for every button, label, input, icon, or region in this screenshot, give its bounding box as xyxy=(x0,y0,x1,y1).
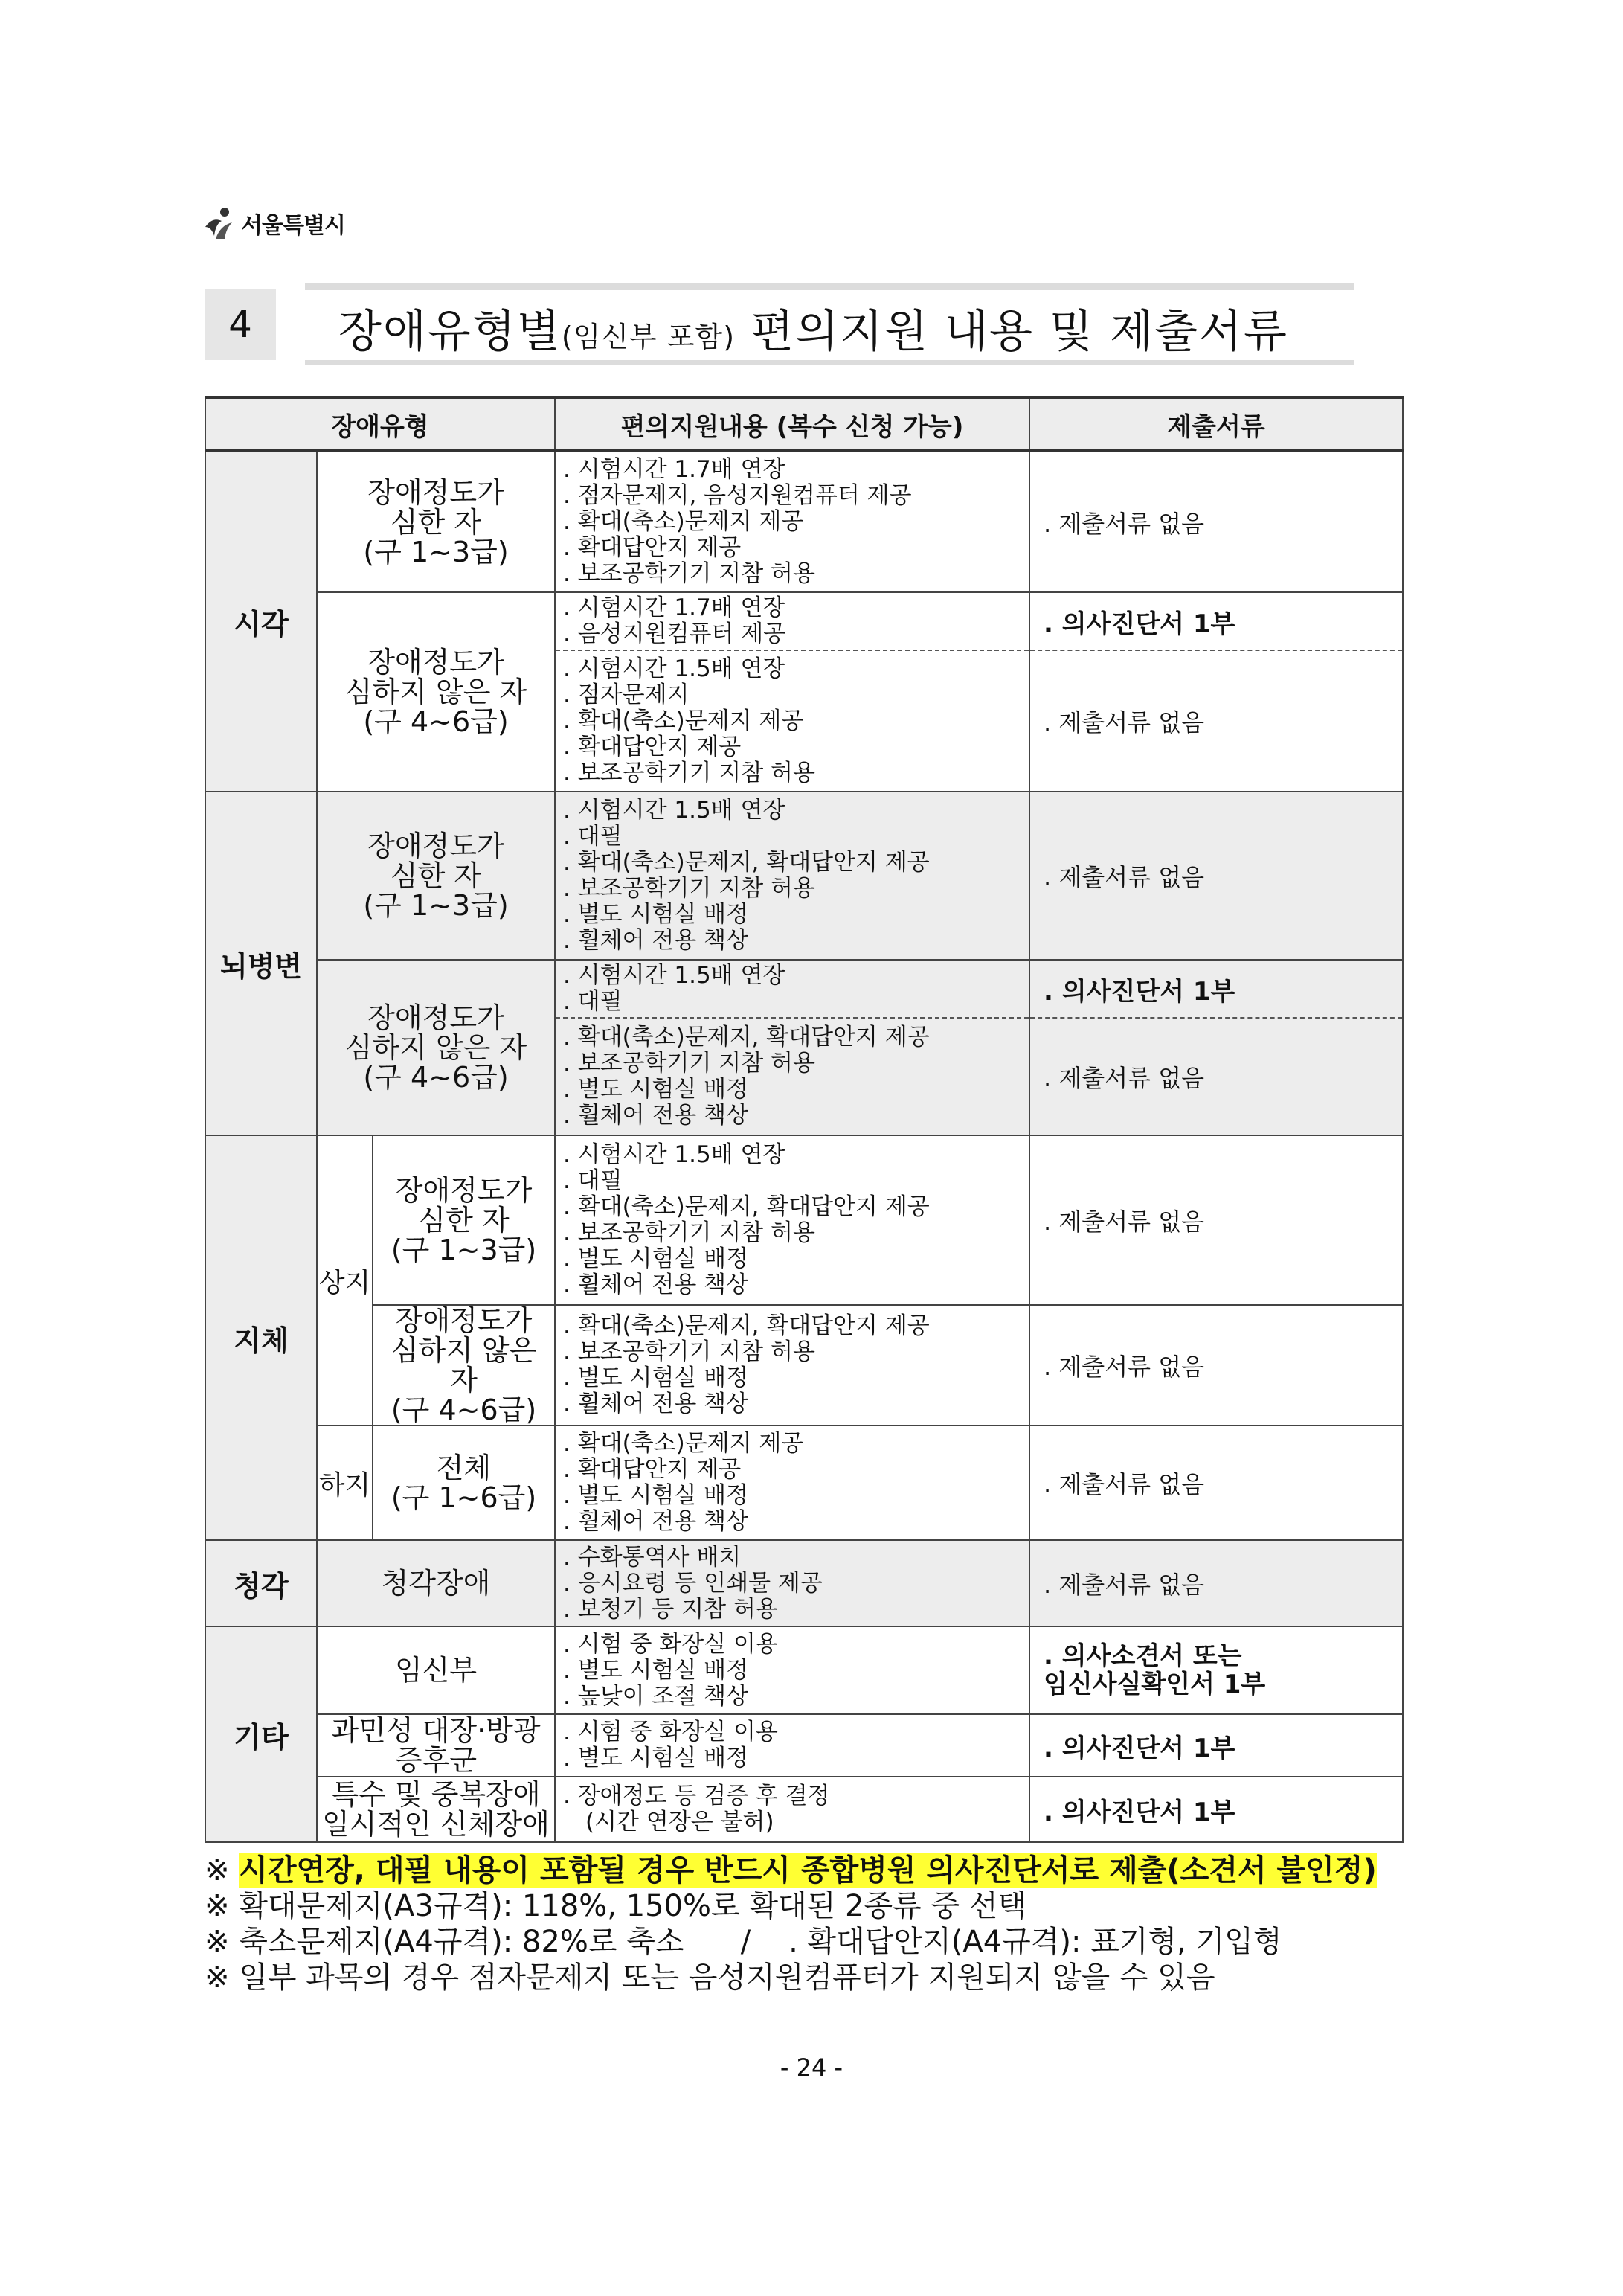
grade-cell: 장애정도가 심하지 않은 자 (구 4~6급) xyxy=(317,592,555,792)
section-title xyxy=(205,283,1354,365)
support-items: . 확대(축소)문제지 제공 . 확대답안지 제공 . 별도 시험실 배정 . 휠체어 전용 책상 xyxy=(555,1426,1029,1540)
grade-cell: 장애정도가 심한 자 (구 1~3급) xyxy=(317,792,555,960)
header-support: 편의지원내용 (복수 신청 가능) xyxy=(555,397,1029,451)
support-items: . 장애정도 등 검증 후 결정 (시간 연장은 불허) xyxy=(555,1777,1029,1842)
grade-cell: 특수 및 중복장애 일시적인 신체장애 xyxy=(317,1777,555,1842)
support-items: . 확대(축소)문제지, 확대답안지 제공 . 보조공학기기 지참 허용 . 별도 시험실 배정 . 휠체어 전용 책상 xyxy=(555,1018,1029,1135)
accommodation-table xyxy=(205,396,1404,1843)
document-cell: . 의사진단서 1부 xyxy=(1029,1777,1403,1842)
lower-limb-label: 하지 xyxy=(317,1426,373,1540)
header-type: 장애유형 xyxy=(205,397,555,451)
support-items: . 시험 중 화장실 이용 . 별도 시험실 배정 xyxy=(555,1714,1029,1777)
support-items: . 시험시간 1.5배 연장 . 대필 . 확대(축소)문제지, 확대답안지 제공 . 보조공학기기 지참 허용 . 별도 시험실 배정 . 휠체어 전용 책상 xyxy=(555,1135,1029,1305)
grade-cell: 장애정도가 심한 자 (구 1~3급) xyxy=(317,451,555,592)
table-row xyxy=(205,1540,1403,1626)
document-cell: . 의사소견서 또는 임신사실확인서 1부 xyxy=(1029,1626,1403,1714)
grade-cell: 장애정도가 심하지 않은 자 (구 4~6급) xyxy=(373,1305,555,1426)
table-row xyxy=(205,1777,1403,1842)
page-number: - 24 - xyxy=(780,2053,843,2082)
table-row xyxy=(205,1714,1403,1777)
document-cell: . 의사진단서 1부 xyxy=(1029,592,1403,650)
support-items: . 수화통역사 배치 . 응시요령 등 인쇄물 제공 . 보청기 등 지참 허용 xyxy=(555,1540,1029,1626)
document-cell: . 제출서류 없음 xyxy=(1029,1426,1403,1540)
document-cell: . 제출서류 없음 xyxy=(1029,650,1403,792)
title-bar-bottom xyxy=(305,360,1354,365)
table-row xyxy=(205,1626,1403,1714)
upper-limb-label: 상지 xyxy=(317,1135,373,1426)
document-cell: . 제출서류 없음 xyxy=(1029,1540,1403,1626)
support-items: . 시험시간 1.5배 연장 . 점자문제지 . 확대(축소)문제지 제공 . 확대답안지 제공 . 보조공학기기 지참 허용 xyxy=(555,650,1029,792)
table-row xyxy=(205,1135,1403,1305)
note-3: ※ 축소문제지(A4규격): 82%로 축소 / . 확대답안지(A4규격): 표기형, 기입형 xyxy=(205,1925,1282,1959)
document-cell: . 의사진단서 1부 xyxy=(1029,960,1403,1018)
grade-cell: 과민성 대장·방광 증후군 xyxy=(317,1714,555,1777)
title-small: (임신부 포함) xyxy=(561,321,736,353)
table-header-row xyxy=(205,397,1403,451)
category-hearing: 청각 xyxy=(205,1540,317,1626)
table-row xyxy=(205,1305,1403,1426)
document-cell: . 제출서류 없음 xyxy=(1029,1018,1403,1135)
grade-cell: 장애정도가 심한 자 (구 1~3급) xyxy=(373,1135,555,1305)
document-cell: . 제출서류 없음 xyxy=(1029,451,1403,592)
support-items: . 시험 중 화장실 이용 . 별도 시험실 배정 . 높낮이 조절 책상 xyxy=(555,1626,1029,1714)
seoul-logo-icon xyxy=(202,206,235,240)
header-logo xyxy=(202,201,345,246)
support-items: . 시험시간 1.5배 연장 . 대필 xyxy=(555,960,1029,1018)
table-row xyxy=(205,792,1403,960)
title-rest: 편의지원 내용 및 제출서류 xyxy=(751,306,1288,358)
header-documents: 제출서류 xyxy=(1029,397,1403,451)
title-bar-top xyxy=(305,283,1354,290)
support-items: . 확대(축소)문제지, 확대답안지 제공 . 보조공학기기 지참 허용 . 별도 시험실 배정 . 휠체어 전용 책상 xyxy=(555,1305,1029,1426)
support-items: . 시험시간 1.7배 연장 . 점자문제지, 음성지원컴퓨터 제공 . 확대(축소)문제지 제공 . 확대답안지 제공 . 보조공학기기 지참 허용 xyxy=(555,451,1029,592)
document-cell: . 제출서류 없음 xyxy=(1029,1135,1403,1305)
grade-cell: 장애정도가 심하지 않은 자 (구 4~6급) xyxy=(317,960,555,1135)
note-2: ※ 확대문제지(A3규격): 118%, 150%로 확대된 2종류 중 선택 xyxy=(205,1889,1027,1923)
grade-cell: 청각장애 xyxy=(317,1540,555,1626)
table-row xyxy=(205,451,1403,592)
section-heading xyxy=(338,296,1288,360)
support-items: . 시험시간 1.7배 연장 . 음성지원컴퓨터 제공 xyxy=(555,592,1029,650)
support-items: . 시험시간 1.5배 연장 . 대필 . 확대(축소)문제지, 확대답안지 제공 . 보조공학기기 지참 허용 . 별도 시험실 배정 . 휠체어 전용 책상 xyxy=(555,792,1029,960)
table-row xyxy=(205,960,1403,1018)
note-1: ※ 시간연장, 대필 내용이 포함될 경우 반드시 종합병원 의사진단서로 제출(소견서 불인정) xyxy=(205,1853,1377,1888)
table-row xyxy=(205,592,1403,650)
footnotes xyxy=(205,1853,1410,1995)
org-name: 서울특별시 xyxy=(241,213,345,239)
note-4: ※ 일부 과목의 경우 점자문제지 또는 음성지원컴퓨터가 지원되지 않을 수 있음 xyxy=(205,1960,1215,1995)
document-cell: . 의사진단서 1부 xyxy=(1029,1714,1403,1777)
grade-cell: 전체 (구 1~6급) xyxy=(373,1426,555,1540)
grade-cell: 임신부 xyxy=(317,1626,555,1714)
category-other: 기타 xyxy=(205,1626,317,1842)
section-number: 4 xyxy=(205,289,276,360)
document-cell: . 제출서류 없음 xyxy=(1029,792,1403,960)
category-brain: 뇌병변 xyxy=(205,792,317,1135)
document-cell: . 제출서류 없음 xyxy=(1029,1305,1403,1426)
category-limb: 지체 xyxy=(205,1135,317,1540)
table-row xyxy=(205,1426,1403,1540)
title-main: 장애유형별 xyxy=(338,306,562,358)
category-visual: 시각 xyxy=(205,451,317,792)
